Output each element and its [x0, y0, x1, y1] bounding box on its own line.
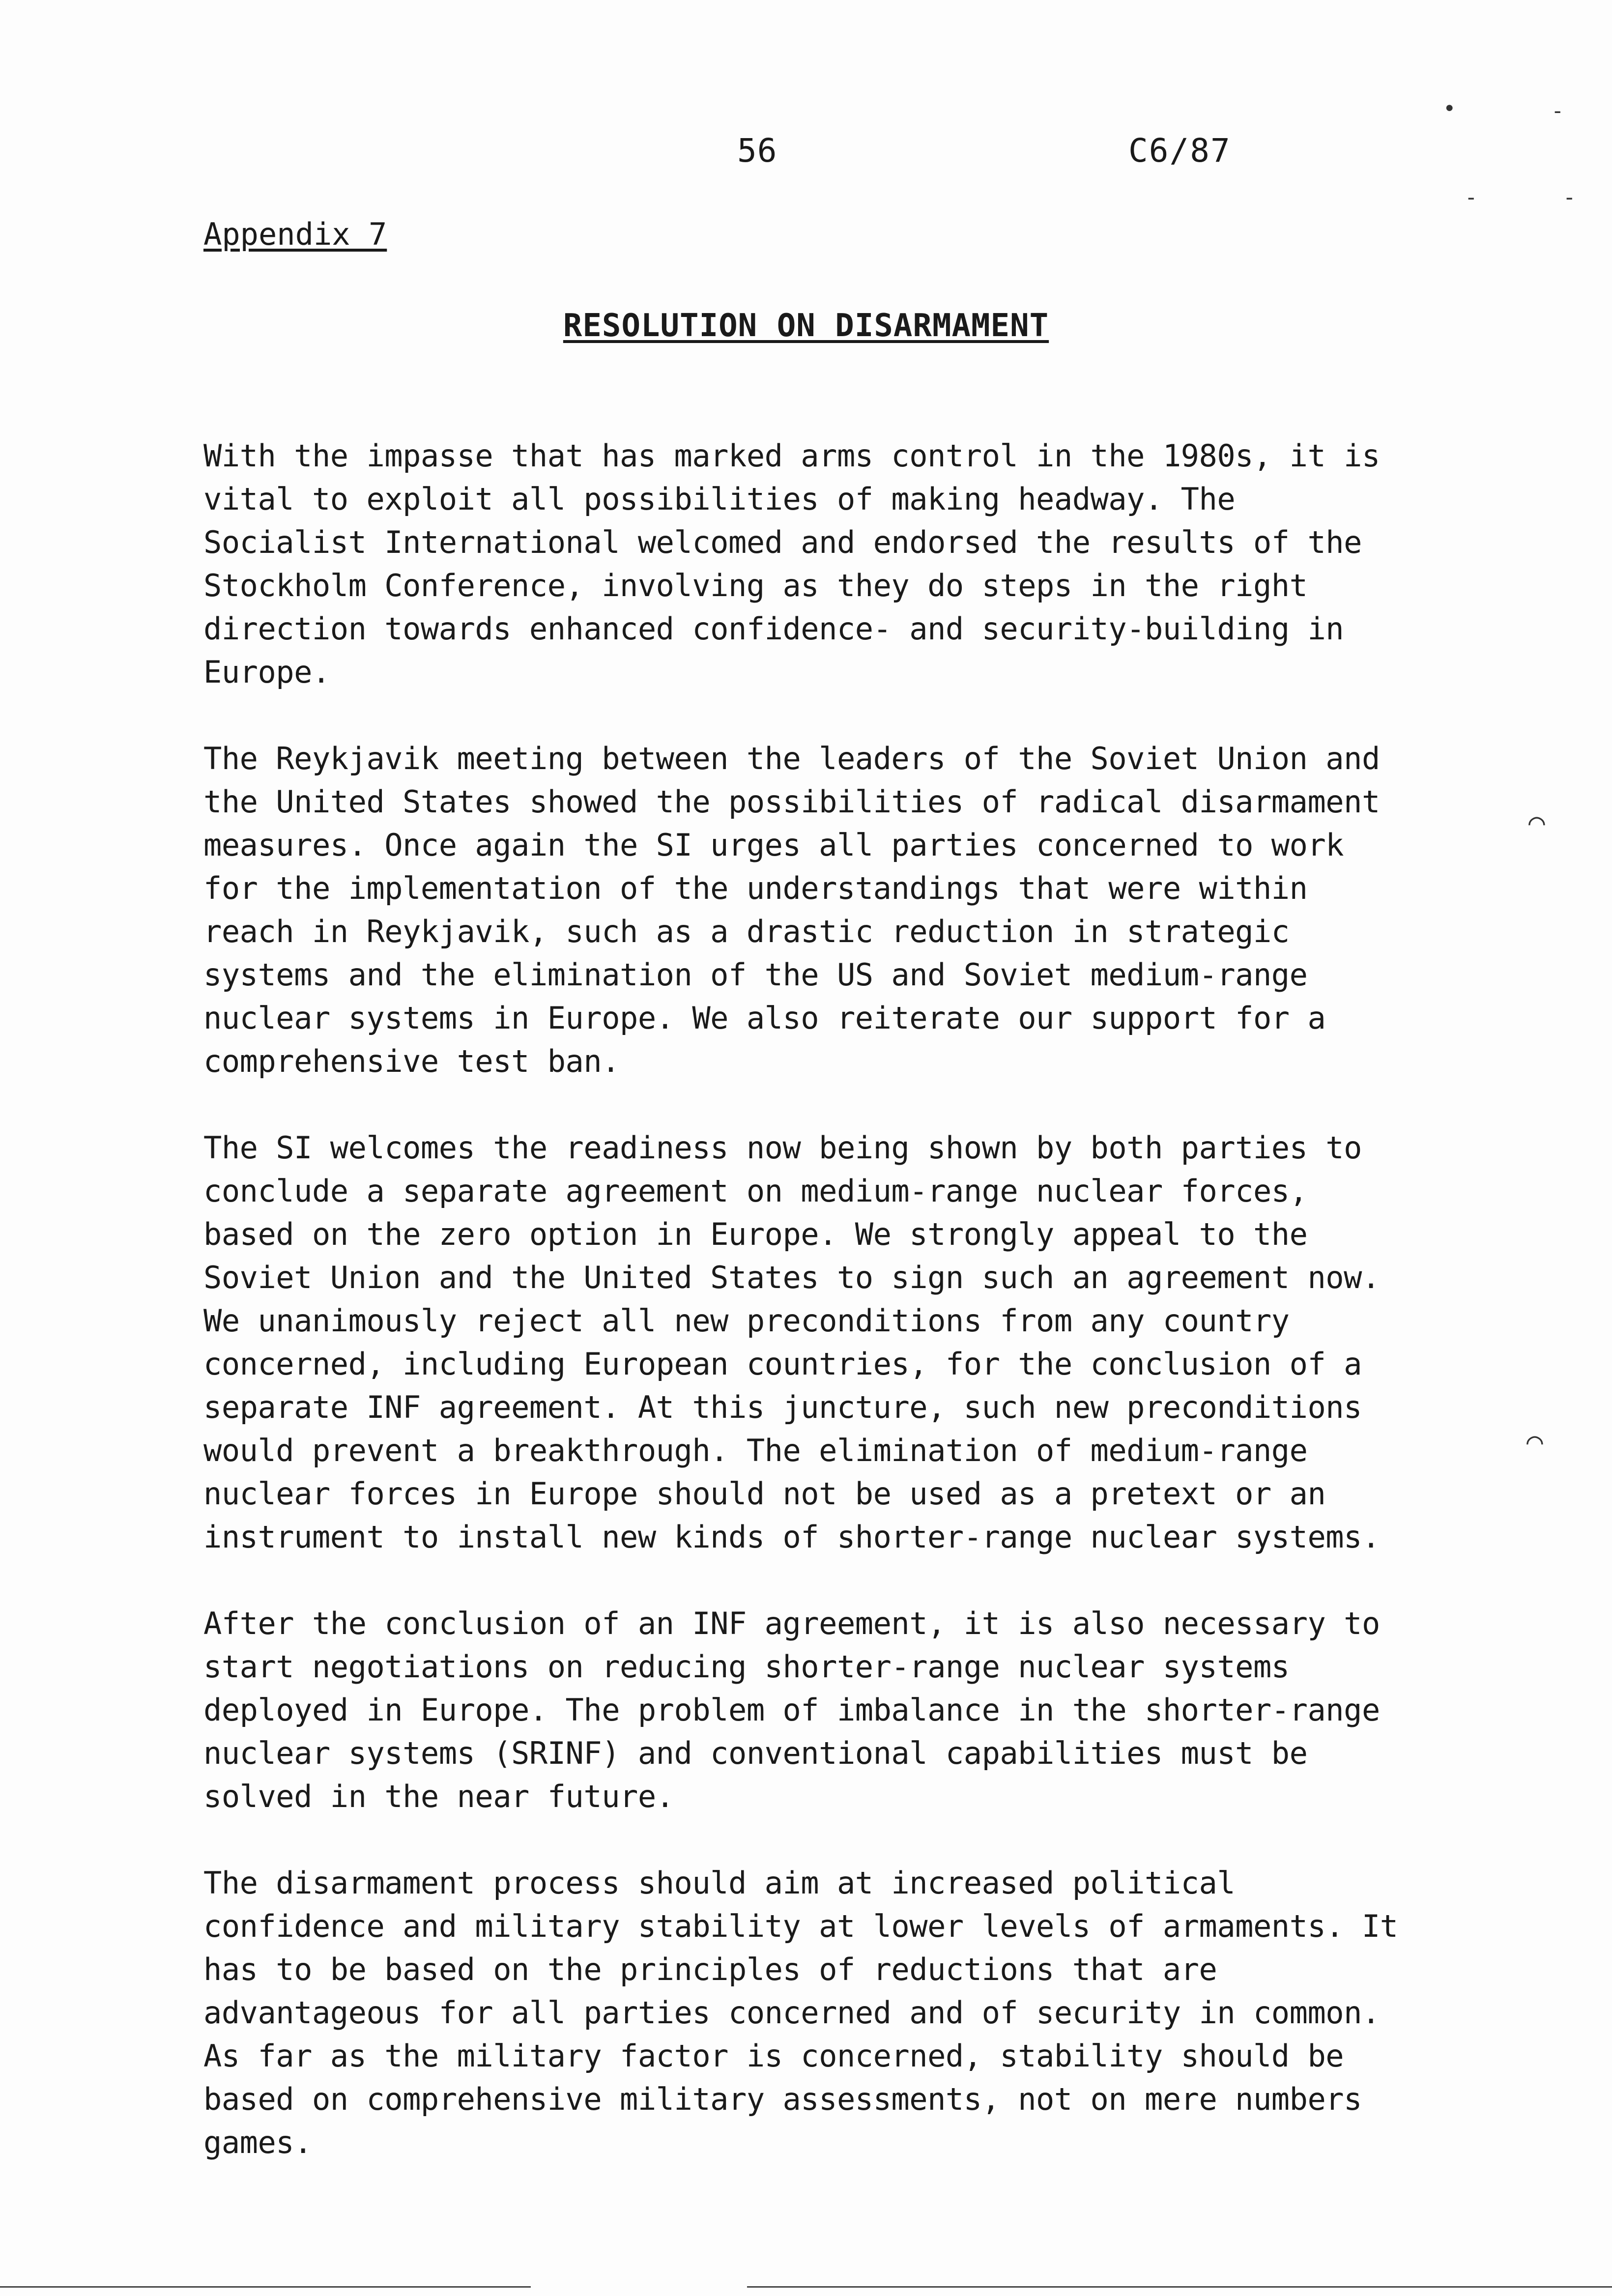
document-body — [203, 434, 1412, 2208]
scan-hook-mark: ⌒ — [1526, 1425, 1543, 1457]
scan-edge-line — [0, 2286, 531, 2288]
paragraph-5: The disarmament process should aim at increased political confidence and military stability at lower levels of armaments. It has to be based on the principles of reductions that are advantageous for all parties concerned and of security in common. As far as the military factor is concerned, stability should be based on comprehensive military assessments, not on mere numbers games. — [203, 1865, 1398, 2160]
paragraph-4: After the conclusion of an INF agreement, it is also necessary to start negotiations on reducing shorter-range nuclear systems deployed in Europe. The problem of imbalance in the shorter-range nuclear systems (SRINF) and conventional capabilities must be solved in the near future. — [203, 1606, 1380, 1814]
scan-tick-mark: - — [1563, 185, 1576, 210]
paragraph-1: With the impasse that has marked arms control in the 1980s, it is vital to exploit all possibilities of making headway. The Socialist International welcomed and endorsed the results of the Stockholm Conference, involving as they do steps in the right direction towards enhanced confidence- and security-building in Europe. — [203, 438, 1380, 690]
paragraph-2: The Reykjavik meeting between the leaders of the Soviet Union and the United States showed the possibilities of radical disarmament measures. Once again the SI urges all parties concerned to work for the implementation of the understandings that were within reach in Reykjavik, such as a drastic reduction in strategic systems and the elimination of the US and Soviet medium-range nuclear systems in Europe. We also reiterate our support for a comprehensive test ban. — [203, 741, 1380, 1079]
document-code: C6/87 — [1128, 132, 1231, 170]
page-number: 56 — [737, 132, 777, 170]
scan-hook-mark: ⌒ — [1528, 806, 1545, 838]
scan-tick-mark: - — [1465, 185, 1478, 210]
scan-edge-line — [747, 2286, 1612, 2288]
scan-dot-mark: • — [1443, 96, 1456, 121]
appendix-label: Appendix 7 — [203, 216, 387, 252]
document-title: RESOLUTION ON DISARMAMENT — [563, 308, 1049, 344]
paragraph-3: The SI welcomes the readiness now being shown by both parties to conclude a separate agreement on medium-range nuclear forces, based on the zero option in Europe. We strongly appeal to the Soviet Union and the United States to sign such an agreement now. We unanimously reject all new preconditions from any country concerned, including European countries, for the conclusion of a separate INF agreement. At this juncture, such new preconditions would prevent a breakthrough. The elimination of medium-range nuclear forces in Europe should not be used as a pretext or an instrument to install new kinds of shorter-range nuclear systems. — [203, 1130, 1380, 1555]
scan-tick-mark: - — [1551, 98, 1564, 123]
